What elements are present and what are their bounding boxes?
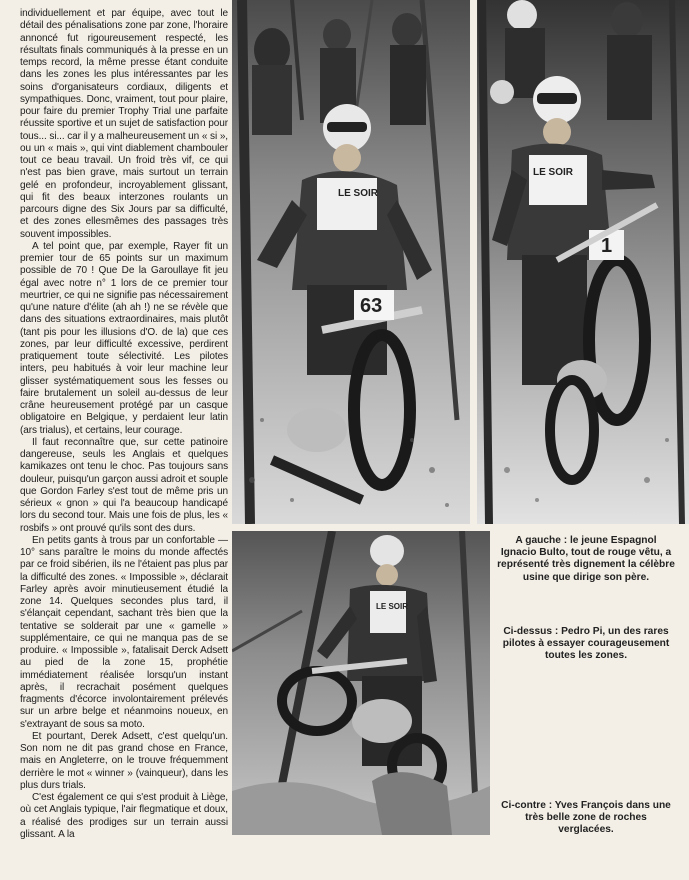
article-paragraph: A tel point que, par exemple, Rayer fit un premier tour de 65 points sur un maximum possible de 70 ! Que De la Garoullaye fit jeu égal avec notre n° 1 lors de ce premier tour meurtrier, ce qui ne signifie pas nécessairement qu'une nature d'élite (ah ah !) ne se révèle que dans des situations extraordinaires, mais plutôt (tant pis pour les illusions d'O. de la) que ces zones, par leur difficulté excessive, perdirent pratiquement toute sélectivité. Les pilotes inters, peu habitués à voir leur machine leur glisser systématiquement sous les fesses ou faire brutalement un soleil au-dessus de leur crâne heureusement protégé par un casque obligatoire en Belgique, y perdaient leur latin (ars trialus), et certains, leur courage. <box>20 240 228 436</box>
bib-text: LE SOIR <box>376 602 409 611</box>
photo-rider-pi <box>477 0 689 524</box>
article-paragraph: individuellement et par équipe, avec tout le détail des pénalisations zone par zone, l'horaire annoncé fut rigoureusement respecté, les résultats finals communiqués à la presse en un temps record, la même presse étant conduite dans les zones les plus intéressantes par les soins d'organisateurs cordiaux, diligents et sympathiques. Donc, vraiment, tout pour plaire, pour faire du premier Trophy Trial une parfaite réussite sportive et un sujet de satisfaction pour tous... si... car il y a malheureusement un « si », ou un « mais », qui vint diablement chambouler tout ce beau travail. Un froid très vif, ce qui n'est pas bien grave, mais surtout un terrain gelé en profondeur, incroyablement glissant, qui fit des beaux interzones roulants un parcours digne des Six Jours par sa difficulté, et des zones ellesmêmes des passages très souvent impossibles. <box>20 8 228 240</box>
photo-rider-bulto <box>232 0 470 524</box>
article-text-column <box>20 8 228 876</box>
photo-rider-pi-illustration <box>477 0 689 524</box>
caption-left: A gauche : le jeune Espagnol Ignacio Bulto, tout de rouge vêtu, a représenté très dignement la célèbre usine que dirige son père. <box>497 535 675 583</box>
photo-rider-bulto-illustration <box>232 0 470 524</box>
bib-text: LE SOIR <box>533 167 574 178</box>
number-plate: 1 <box>601 235 613 257</box>
caption-opposite: Ci-contre : Yves François dans une très belle zone de roches verglacées. <box>501 800 671 836</box>
article-paragraph: Il faut reconnaître que, sur cette patinoire dangereuse, seuls les Anglais et quelques kamikazes ont tenu le choc. Pas toujours sans douleur, puisqu'un garçon aussi adroit et souple que Gordon Farley s'est tout de même pris un sérieux « gnon » qui l'a beaucoup handicapé lors du second tour. Mais une fois de plus, les « rosbifs » ont prouvé qu'ils sont des durs. <box>20 436 228 534</box>
article-paragraph: En petits gants à trous par un confortable — 10° sans paraître le moins du monde affectés par ce froid sibérien, ils ne l'étaient pas plus par la difficulté des zones. « Impossible », déclarait Farley après avoir minutieusement étudié la zone 14. Quelques secondes plus tard, il s'élançait cependant, sachant très bien que la tentative se solderait par une « gamelle » supplémentaire, ce qui ne manqua pas de se produire. « Impossible », fatalisait Derck Adsett au pied de la zone 15, prophétie immédiatement réalisée lorsqu'un instant après, il recrachait posément quelques fragments d'écorce involontairement prélevés sur un arbre belge et néanmoins noueux, en s'extrayant de sous sa moto. <box>20 534 228 730</box>
article-paragraph: C'est également ce qui s'est produit à Liège, où cet Anglais typique, l'air flegmatique et doux, a réalisé des prodiges sur un terrain aussi glissant. A la <box>20 792 228 840</box>
photo-rider-francois <box>232 531 490 835</box>
number-plate: 63 <box>360 295 383 317</box>
article-paragraph: Et pourtant, Derek Adsett, c'est quelqu'un. Son nom ne dit pas grand chose en France, mais en Angleterre, on le trouve fréquemment derrière le mot « winner » (vainqueur), dans les plus durs trials. <box>20 730 228 791</box>
caption-above: Ci-dessus : Pedro Pi, un des rares pilotes à essayer courageusement toutes les zones. <box>502 626 670 662</box>
photo-rider-francois-illustration <box>232 531 490 835</box>
bib-text: LE SOIR <box>338 188 379 199</box>
